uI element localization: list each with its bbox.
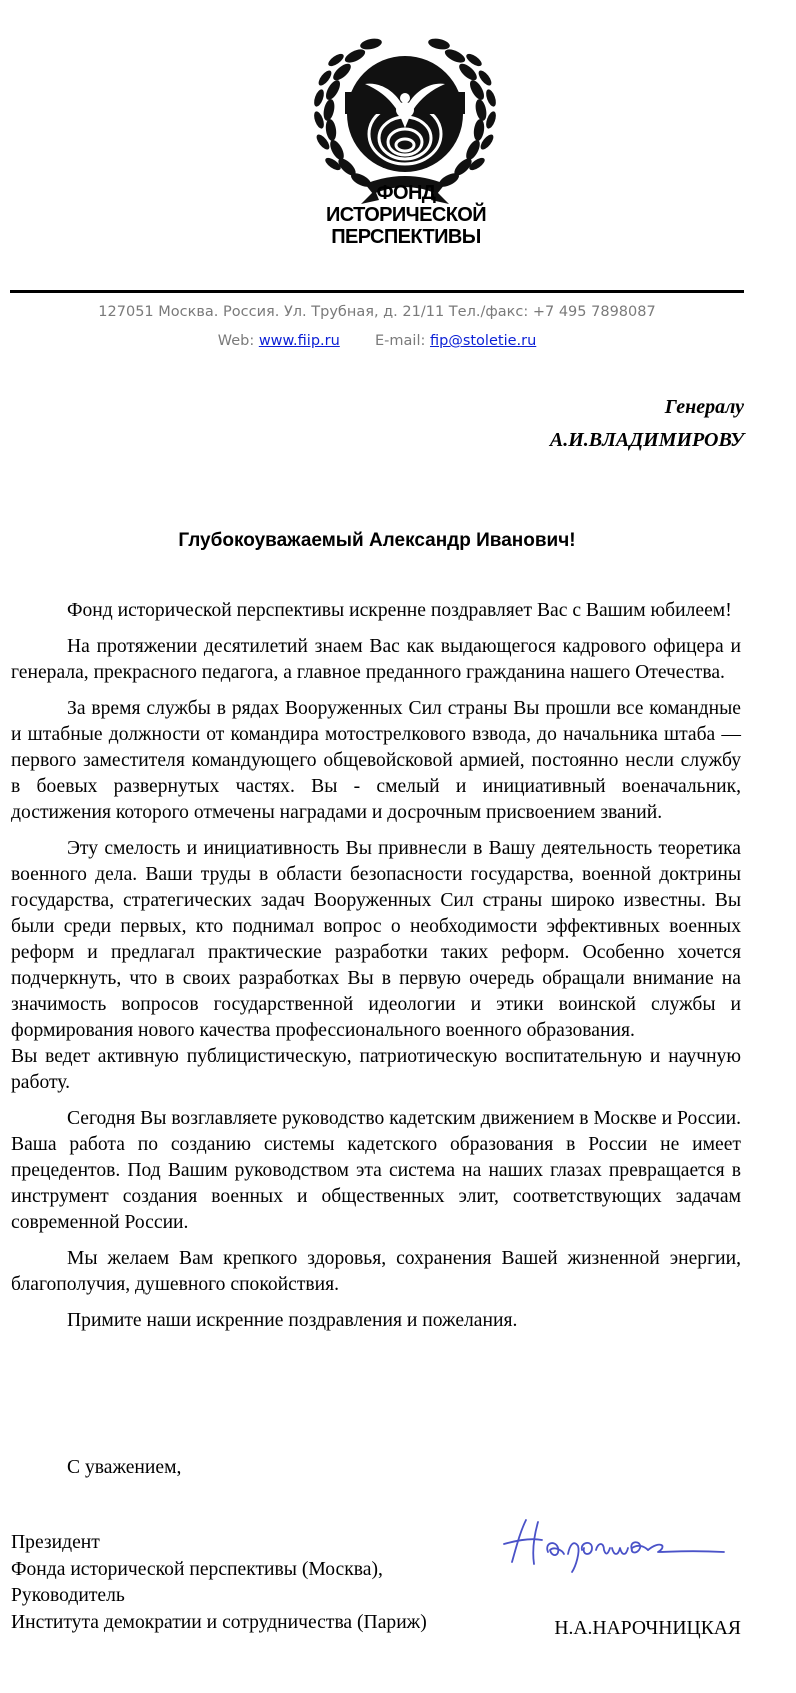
signer-title-line: Фонда исторической перспективы (Москва), bbox=[11, 1558, 383, 1580]
logo-line: ИСТОРИЧЕСКОЙ bbox=[325, 204, 487, 226]
addressee-rank: Генералу bbox=[664, 396, 744, 418]
signer-titles bbox=[11, 1530, 427, 1636]
web-label: Web: bbox=[217, 333, 255, 349]
handwritten-signature bbox=[498, 1510, 728, 1580]
body-paragraph: На протяжении десятилетий знаем Вас как выдающегося кадрового офицера и генерала, прекрасного педагога, а главное преданного гражданина нашего Отечества. bbox=[11, 636, 741, 683]
email-label: E-mail: bbox=[375, 333, 426, 349]
body-paragraph: За время службы в рядах Вооруженных Сил страны Вы прошли все командные и штабные должности от командира мотострелкового взвода, до начальника штаба — первого заместителя командующего общевойсковой армией, постоянно несли службу в боевых развернутых частях. Вы - смелый и инициативный военачальник, достижения которого отмечены наградами и досрочным присвоением званий. bbox=[11, 698, 741, 823]
signer-title-line: Руководитель bbox=[11, 1585, 125, 1606]
logo-line: ПЕРСПЕКТИВЫ bbox=[331, 226, 481, 248]
addressee-name: А.И.ВЛАДИМИРОВУ bbox=[549, 429, 744, 451]
body-paragraph: Мы желаем Вам крепкого здоровья, сохранения Вашей жизненной энергии, благополучия, душевного спокойствия. bbox=[11, 1248, 741, 1295]
logo-line: ФОНД bbox=[376, 182, 436, 204]
salutation: Глубокоуважаемый Александр Иванович! bbox=[178, 530, 576, 551]
body-paragraph: Эту смелость и инициативность Вы привнесли в Вашу деятельность теоретика военного дела. Ваши труды в области безопасности государства, военной доктрины государства, стратегических задач Вооруженных Сил страны широко известны. Вы были среди первых, кто поднимал вопрос о необходимости эффективных военных реформ и предлагал практические разработки таких реформ. Особенно хочется подчеркнуть, что в своих разработках Вы в первую очередь обращали внимание на значимость вопросов государственной идеологии и этики воинской службы и формирования нового качества профессионального военного образования. bbox=[11, 838, 741, 1041]
closing-phrase: С уважением, bbox=[67, 1457, 182, 1478]
address-line: 127051 Москва. Россия. Ул. Трубная, д. 21/11 Тел./факс: +7 495 7898087 bbox=[98, 304, 656, 320]
body-paragraph: Примите наши искренние поздравления и пожелания. bbox=[67, 1310, 518, 1331]
body-paragraph: Вы ведет активную публицистическую, патриотическую воспитательную и научную работу. bbox=[11, 1046, 741, 1093]
signer-title-line: Института демократии и сотрудничества (Париж) bbox=[11, 1611, 427, 1633]
letter-body bbox=[11, 598, 741, 1344]
header-divider bbox=[10, 290, 744, 293]
email-link[interactable]: fip@stoletie.ru bbox=[429, 333, 537, 349]
body-paragraph: Фонд исторической перспективы искренне поздравляет Вас с Вашим юбилеем! bbox=[67, 600, 732, 621]
body-paragraph: Сегодня Вы возглавляете руководство кадетским движением в Москве и России. Ваша работа по созданию системы кадетского образования в России не имеет прецедентов. Под Вашим руководством эта система на наших глазах превращается в инструмент создания военных и общественных элит, соответствующих задачам современной России. bbox=[11, 1108, 741, 1233]
web-email-line bbox=[10, 333, 744, 349]
signer-title-line: Президент bbox=[11, 1532, 100, 1553]
logo-wordmark bbox=[316, 182, 496, 248]
website-link[interactable]: www.fiip.ru bbox=[258, 333, 340, 349]
signer-name: Н.А.НАРОЧНИЦКАЯ bbox=[554, 1618, 741, 1639]
